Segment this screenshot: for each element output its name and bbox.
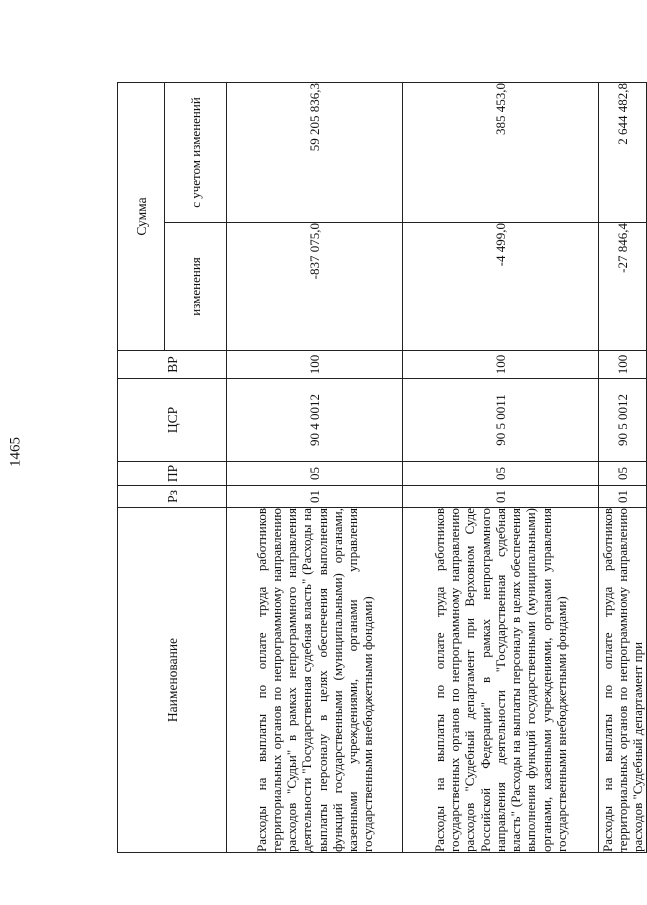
page-number: 1465 [7,437,24,467]
row-changes: -27 846,4 [599,223,647,351]
row-pr: 05 [227,462,403,486]
header-name: Наименование [118,508,227,853]
row-rz: 01 [403,486,599,508]
budget-table [117,82,647,853]
row-rz: 01 [227,486,403,508]
table-row [403,82,599,852]
row-csr: 90 5 0012 [599,379,647,462]
row-vr: 100 [599,351,647,379]
rotated-page-content [117,82,646,853]
row-pr: 05 [403,462,599,486]
row-pr: 05 [599,462,647,486]
row-vr: 100 [403,351,599,379]
header-changes: изменения [165,223,227,351]
header-sum: Сумма [118,82,165,350]
row-name: Расходы на выплаты по оплате труда работников государственных органов по непрограммному направлению расходов "Судебный департамент при Верховном Суде Российской Федерации" в рамках непрограммного направления деятельности "Государственная судебная власть" (Расходы на выплаты персоналу в целях обеспечения выполнения функций государственными (муниципальными) органами, казенными учреждениями, органами управления государственными внебюджетными фондами) [403,508,599,853]
table-row [599,82,647,852]
row-with-changes: 385 453,0 [403,82,599,222]
header-with-changes: с учетом изменений [165,82,227,222]
row-csr: 90 4 0012 [227,379,403,462]
row-changes: -4 499,0 [403,223,599,351]
table-row [227,82,403,852]
row-with-changes: 2 644 482,8 [599,82,647,222]
header-rz: Рз [118,486,227,508]
row-csr: 90 5 0011 [403,379,599,462]
header-pr: ПР [118,462,227,486]
row-with-changes: 59 205 836,3 [227,82,403,222]
row-rz: 01 [599,486,647,508]
row-vr: 100 [227,351,403,379]
row-name: Расходы на выплаты по оплате труда работников территориальных органов по непрограммному направлению расходов "Судебный департамент при [599,508,646,852]
row-changes: -837 075,0 [227,223,403,351]
header-vr: ВР [118,351,227,379]
header-csr: ЦСР [118,379,227,462]
row-name: Расходы на выплаты по оплате труда работников территориальных органов по непрограммному направлению расходов "Судьи" в рамках непрограммного направления деятельности "Государственная судебная власть" (Расходы на выплаты персоналу в целях обеспечения выполнения функций государственными (муниципальными) органами, казенными учреждениями, органами управления государственными внебюджетными фондами) [227,508,403,853]
